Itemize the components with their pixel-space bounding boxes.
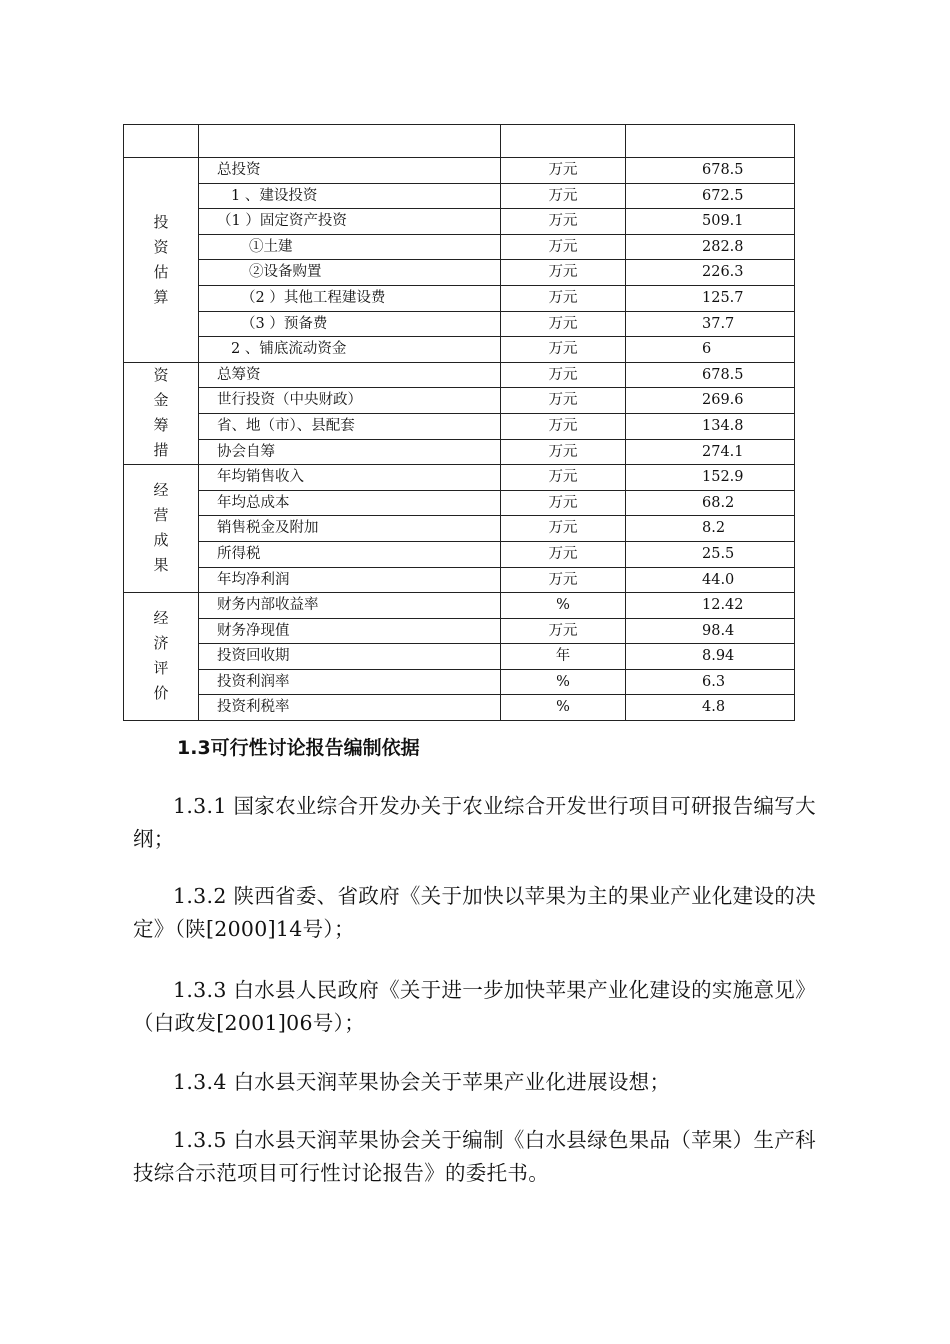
- unit-cell: 年: [501, 644, 626, 670]
- value-cell: 678.5: [626, 362, 795, 388]
- paragraph-1-3-2: 1.3.2 陕西省委、省政府《关于加快以苹果为主的果业产业化建设的决定》（陕[2000]14号）；: [133, 884, 816, 941]
- table-row: [124, 490, 795, 516]
- group-label: 经济评价: [153, 609, 169, 703]
- header-cell: [626, 125, 795, 158]
- paragraph-1-3-1: 1.3.1 国家农业综合开发办关于农业综合开发世行项目可研报告编写大纲；: [133, 794, 816, 851]
- table-row: [124, 388, 795, 414]
- table-row: [124, 593, 795, 619]
- value-cell: 25.5: [626, 541, 795, 567]
- value-cell: 98.4: [626, 618, 795, 644]
- table-row: [124, 337, 795, 363]
- table-row: [124, 260, 795, 286]
- table-row: [124, 541, 795, 567]
- value-cell: 269.6: [626, 388, 795, 414]
- table-row: [124, 234, 795, 260]
- item-cell: 总筹资: [199, 362, 501, 388]
- paragraph-1-3-4: 1.3.4 白水县天润苹果协会关于苹果产业化进展设想；: [173, 1070, 671, 1094]
- unit-cell: 万元: [501, 413, 626, 439]
- unit-cell: 万元: [501, 439, 626, 465]
- value-cell: 678.5: [626, 158, 795, 184]
- summary-table-body: [124, 125, 795, 721]
- group-label-cell: [124, 593, 199, 721]
- item-cell: （1 ）固定资产投资: [199, 209, 501, 235]
- group-label: 投资估算: [153, 212, 169, 306]
- group-label-cell: [124, 465, 199, 593]
- unit-cell: 万元: [501, 516, 626, 542]
- header-cell: [199, 125, 501, 158]
- value-cell: 68.2: [626, 490, 795, 516]
- unit-cell: 万元: [501, 337, 626, 363]
- item-cell: 财务内部收益率: [199, 593, 501, 619]
- table-row: [124, 362, 795, 388]
- item-cell: 1 、建设投资: [199, 183, 501, 209]
- value-cell: 125.7: [626, 285, 795, 311]
- unit-cell: %: [501, 593, 626, 619]
- unit-cell: 万元: [501, 209, 626, 235]
- table-row: [124, 669, 795, 695]
- item-cell: 年均总成本: [199, 490, 501, 516]
- unit-cell: 万元: [501, 388, 626, 414]
- item-cell: ②设备购置: [199, 260, 501, 286]
- table-row: [124, 209, 795, 235]
- value-cell: 152.9: [626, 465, 795, 491]
- item-cell: 世行投资（中央财政）: [199, 388, 501, 414]
- unit-cell: 万元: [501, 465, 626, 491]
- item-cell: 年均净利润: [199, 567, 501, 593]
- unit-cell: 万元: [501, 158, 626, 184]
- unit-cell: 万元: [501, 285, 626, 311]
- item-cell: 总投资: [199, 158, 501, 184]
- value-cell: 509.1: [626, 209, 795, 235]
- item-cell: （3 ）预备费: [199, 311, 501, 337]
- unit-cell: 万元: [501, 490, 626, 516]
- table-row: [124, 183, 795, 209]
- item-cell: 2 、铺底流动资金: [199, 337, 501, 363]
- unit-cell: 万元: [501, 362, 626, 388]
- group-label-cell: [124, 362, 199, 464]
- value-cell: 4.8: [626, 695, 795, 721]
- table-row: [124, 695, 795, 721]
- value-cell: 6: [626, 337, 795, 363]
- unit-cell: 万元: [501, 541, 626, 567]
- value-cell: 672.5: [626, 183, 795, 209]
- value-cell: 8.2: [626, 516, 795, 542]
- value-cell: 8.94: [626, 644, 795, 670]
- item-cell: （2 ）其他工程建设费: [199, 285, 501, 311]
- value-cell: 134.8: [626, 413, 795, 439]
- table-row: [124, 158, 795, 184]
- table-row: [124, 311, 795, 337]
- section-heading: 1.3可行性讨论报告编制依据: [177, 737, 420, 759]
- table-row: [124, 439, 795, 465]
- item-cell: ①土建: [199, 234, 501, 260]
- value-cell: 6.3: [626, 669, 795, 695]
- value-cell: 274.1: [626, 439, 795, 465]
- summary-table: [123, 124, 795, 721]
- item-cell: 销售税金及附加: [199, 516, 501, 542]
- item-cell: 投资回收期: [199, 644, 501, 670]
- unit-cell: 万元: [501, 618, 626, 644]
- item-cell: 年均销售收入: [199, 465, 501, 491]
- table-row: [124, 567, 795, 593]
- value-cell: 282.8: [626, 234, 795, 260]
- unit-cell: %: [501, 669, 626, 695]
- value-cell: 37.7: [626, 311, 795, 337]
- group-label: 资金筹措: [153, 366, 169, 460]
- unit-cell: 万元: [501, 260, 626, 286]
- table-header-row: [124, 125, 795, 158]
- item-cell: 投资利税率: [199, 695, 501, 721]
- unit-cell: 万元: [501, 183, 626, 209]
- table-row: [124, 285, 795, 311]
- unit-cell: 万元: [501, 234, 626, 260]
- table-row: [124, 644, 795, 670]
- group-label-cell: [124, 158, 199, 363]
- unit-cell: %: [501, 695, 626, 721]
- header-cell: [124, 125, 199, 158]
- group-label: 经营成果: [153, 481, 169, 575]
- header-cell: [501, 125, 626, 158]
- table-row: [124, 516, 795, 542]
- table-row: [124, 465, 795, 491]
- unit-cell: 万元: [501, 311, 626, 337]
- value-cell: 12.42: [626, 593, 795, 619]
- item-cell: 投资利润率: [199, 669, 501, 695]
- item-cell: 省、地（市）、县配套: [199, 413, 501, 439]
- paragraph-1-3-3: 1.3.3 白水县人民政府《关于进一步加快苹果产业化建设的实施意见》（白政发[2001]06号）；: [133, 978, 816, 1035]
- value-cell: 226.3: [626, 260, 795, 286]
- value-cell: 44.0: [626, 567, 795, 593]
- item-cell: 协会自筹: [199, 439, 501, 465]
- paragraph-1-3-5: 1.3.5 白水县天润苹果协会关于编制《白水县绿色果品（苹果）生产科技综合示范项目可行性讨论报告》的委托书。: [133, 1128, 816, 1185]
- item-cell: 财务净现值: [199, 618, 501, 644]
- table-row: [124, 618, 795, 644]
- unit-cell: 万元: [501, 567, 626, 593]
- table-row: [124, 413, 795, 439]
- item-cell: 所得税: [199, 541, 501, 567]
